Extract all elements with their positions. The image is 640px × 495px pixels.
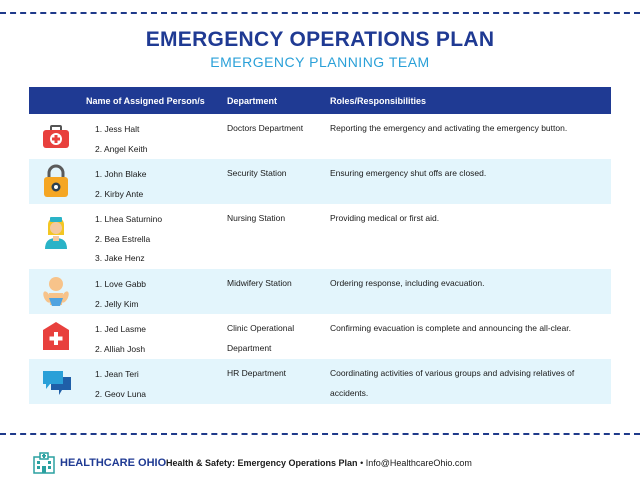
person-name: 2. Alliah Josh: [95, 343, 146, 354]
role: Ensuring emergency shut offs are closed.: [330, 168, 487, 179]
person-name: 1. Jed Lasme: [95, 324, 147, 334]
chat-bubbles-icon: [42, 369, 72, 397]
assigned-names: [95, 279, 146, 318]
person-name: 2. Kirby Ante: [95, 188, 144, 199]
assigned-names: [95, 324, 146, 363]
table-row: [29, 204, 611, 269]
page-subtitle: EMERGENCY PLANNING TEAM: [210, 54, 430, 70]
person-name: 1. Jess Halt: [95, 124, 140, 134]
bottom-divider: [0, 433, 640, 435]
header-roles: Roles/Responsibilities: [330, 96, 427, 106]
person-name: 2. Geov Luna: [95, 388, 147, 399]
person-name: 1. Jean Teri: [95, 369, 139, 379]
table-row: [29, 269, 611, 314]
footer-document-title: Health & Safety: Emergency Operations Plan: [166, 458, 358, 468]
nurse-icon: [42, 215, 70, 249]
table-header: [29, 87, 611, 114]
footer-email: Info@HealthcareOhio.com: [365, 458, 472, 468]
first-aid-kit-icon: [42, 125, 70, 149]
department: Nursing Station: [227, 213, 286, 224]
role: Ordering response, including evacuation.: [330, 278, 485, 289]
footer-text: [166, 458, 472, 468]
department: Clinic Operational Department: [227, 323, 295, 353]
baby-icon: [42, 275, 70, 309]
table-row: [29, 359, 611, 404]
page-title: EMERGENCY OPERATIONS PLAN: [145, 28, 495, 51]
person-name: 1. Lhea Saturnino: [95, 214, 163, 224]
assigned-names: [95, 369, 146, 408]
hospital-building-icon: [33, 452, 55, 474]
footer-separator: •: [357, 458, 366, 468]
assigned-names: [95, 124, 147, 163]
department: Midwifery Station: [227, 278, 292, 289]
table-row: [29, 114, 611, 159]
role: Confirming evacuation is complete and announcing the all-clear.: [330, 323, 571, 334]
table-row: [29, 159, 611, 204]
role: Providing medical or first aid.: [330, 213, 440, 224]
department: HR Department: [227, 368, 287, 379]
person-name: 2. Jelly Kim: [95, 298, 139, 309]
role: Coordinating activities of various groups and advising relatives of accidents.: [330, 368, 575, 398]
department: Security Station: [227, 168, 287, 179]
assigned-names: [95, 169, 147, 208]
header-names: Name of Assigned Person/s: [86, 96, 205, 106]
header-department: Department: [227, 96, 278, 106]
role: Reporting the emergency and activating the emergency button.: [330, 123, 568, 134]
person-name: 1. John Blake: [95, 169, 147, 179]
table-row: [29, 314, 611, 359]
person-name: 3. Jake Henz: [95, 253, 145, 264]
department: Doctors Department: [227, 123, 304, 134]
top-divider: [0, 12, 640, 14]
person-name: 1. Love Gabb: [95, 279, 147, 289]
person-name: 2. Bea Estrella: [95, 233, 151, 244]
footer-brand: HEALTHCARE OHIO: [60, 457, 167, 469]
padlock-icon: [42, 164, 70, 198]
team-table: [29, 87, 611, 404]
assigned-names: [95, 214, 162, 273]
hospital-sign-icon: [42, 321, 70, 351]
person-name: 2. Angel Keith: [95, 143, 148, 154]
